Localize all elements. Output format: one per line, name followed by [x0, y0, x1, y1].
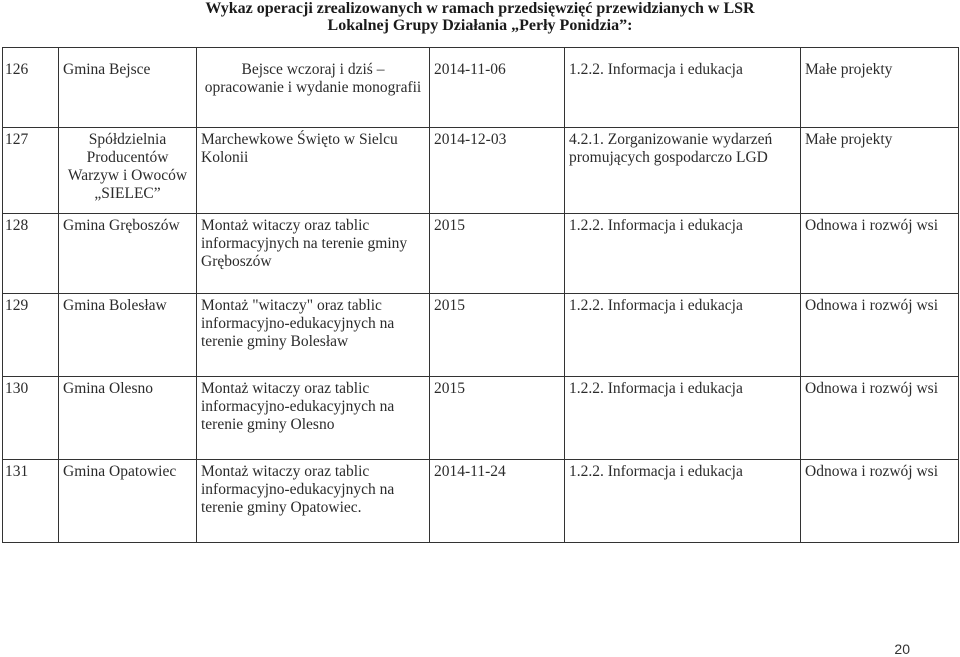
- beneficiary-cell: Gmina Bolesław: [59, 294, 197, 377]
- type-cell: Małe projekty: [801, 48, 959, 128]
- date-cell: 2014-12-03: [430, 128, 565, 214]
- table-row: [3, 48, 959, 128]
- title-cell: Montaż witaczy oraz tablic informacyjno-edukacyjnych na terenie gminy Opatowiec.: [197, 460, 430, 543]
- beneficiary-cell: Gmina Opatowiec: [59, 460, 197, 543]
- title-cell: Montaż witaczy oraz tablic informacyjno-edukacyjnych na terenie gminy Olesno: [197, 377, 430, 460]
- title-cell: Montaż "witaczy" oraz tablic informacyjno-edukacyjnych na terenie gminy Bolesław: [197, 294, 430, 377]
- beneficiary-cell: Gmina Gręboszów: [59, 214, 197, 294]
- title-cell: Marchewkowe Święto w Sielcu Kolonii: [197, 128, 430, 214]
- table-row: [3, 460, 959, 543]
- row-number: 130: [3, 377, 59, 460]
- type-cell: Odnowa i rozwój wsi: [801, 214, 959, 294]
- action-cell: 1.2.2. Informacja i edukacja: [565, 214, 801, 294]
- page-number: 20: [894, 641, 910, 657]
- row-number: 131: [3, 460, 59, 543]
- date-cell: 2015: [430, 377, 565, 460]
- row-number: 126: [3, 48, 59, 128]
- header-line-1: Wykaz operacji zrealizowanych w ramach przedsięwzięć przewidzianych w LSR: [205, 0, 755, 17]
- type-cell: Odnowa i rozwój wsi: [801, 377, 959, 460]
- row-number: 127: [3, 128, 59, 214]
- date-cell: 2015: [430, 214, 565, 294]
- beneficiary-cell: Gmina Bejsce: [59, 48, 197, 128]
- action-cell: 1.2.2. Informacja i edukacja: [565, 460, 801, 543]
- type-cell: Odnowa i rozwój wsi: [801, 460, 959, 543]
- document-header: [0, 0, 960, 34]
- type-cell: Odnowa i rozwój wsi: [801, 294, 959, 377]
- table-row: [3, 377, 959, 460]
- table-row: [3, 294, 959, 377]
- beneficiary-cell: Gmina Olesno: [59, 377, 197, 460]
- type-cell: Małe projekty: [801, 128, 959, 214]
- title-cell: Bejsce wczoraj i dziś – opracowanie i wydanie monografii: [197, 48, 430, 128]
- action-cell: 1.2.2. Informacja i edukacja: [565, 294, 801, 377]
- beneficiary-cell: Spółdzielnia Producentów Warzyw i Owoców „SIELEC”: [59, 128, 197, 214]
- action-cell: 4.2.1. Zorganizowanie wydarzeń promujących gospodarczo LGD: [565, 128, 801, 214]
- table-row: [3, 128, 959, 214]
- title-cell: Montaż witaczy oraz tablic informacyjnych na terenie gminy Gręboszów: [197, 214, 430, 294]
- table-row: [3, 214, 959, 294]
- row-number: 128: [3, 214, 59, 294]
- date-cell: 2014-11-06: [430, 48, 565, 128]
- header-line-2: Lokalnej Grupy Działania „Perły Ponidzia”:: [327, 17, 633, 34]
- row-number: 129: [3, 294, 59, 377]
- date-cell: 2015: [430, 294, 565, 377]
- action-cell: 1.2.2. Informacja i edukacja: [565, 377, 801, 460]
- operations-table: [2, 47, 959, 543]
- date-cell: 2014-11-24: [430, 460, 565, 543]
- action-cell: 1.2.2. Informacja i edukacja: [565, 48, 801, 128]
